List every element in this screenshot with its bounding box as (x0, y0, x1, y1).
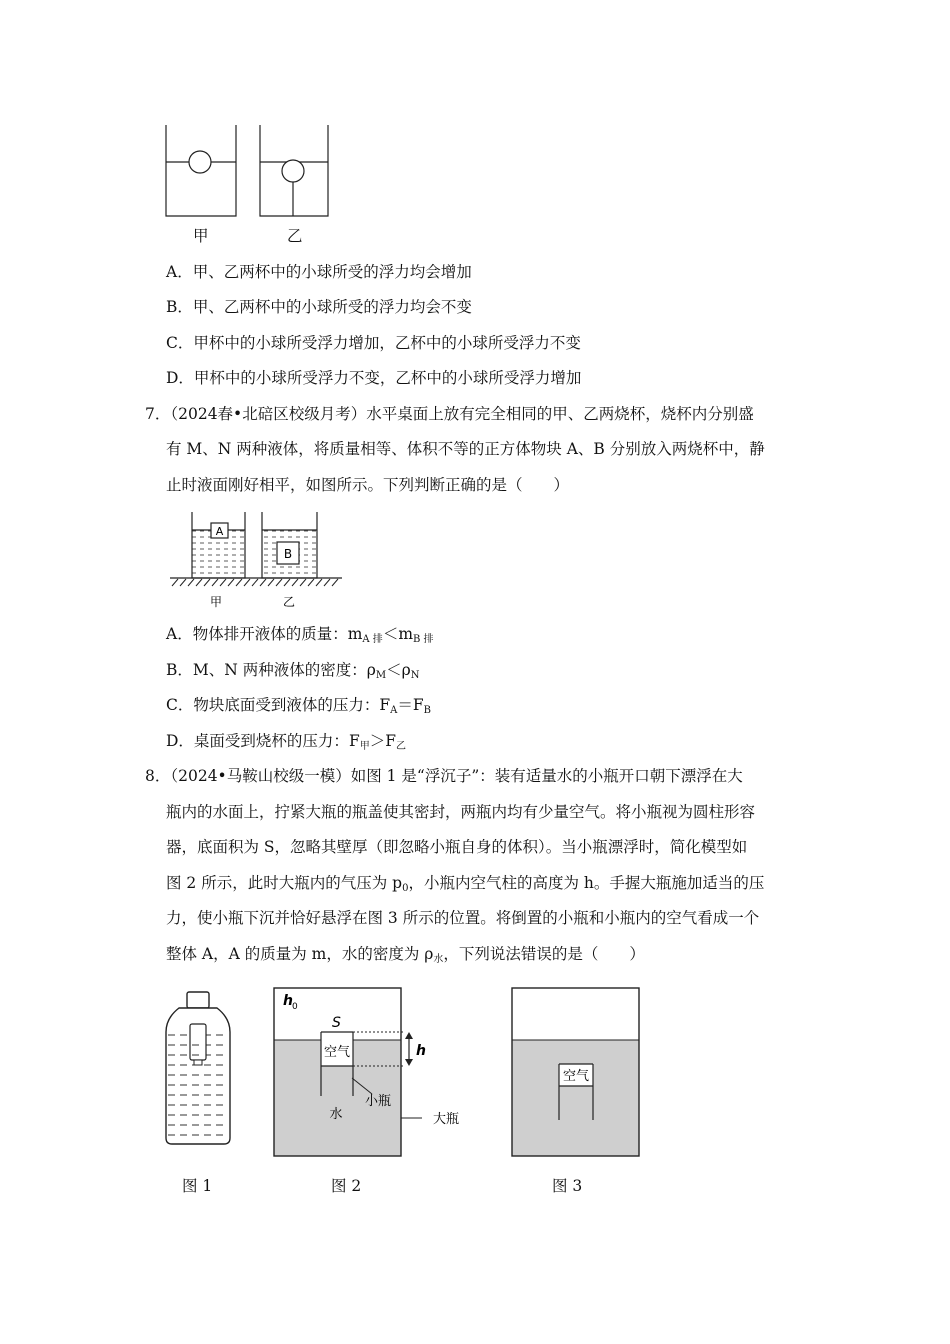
figure-1-caption: 图 1 (182, 1177, 213, 1195)
q8-stem-line-6: 整体 A，A 的质量为 m，水的密度为 $\rho_水$，下列说法错误的是（ ） (166, 945, 645, 965)
svg-text:空气: 空气 (323, 1045, 351, 1060)
beaker-label-yi: 乙 (282, 595, 296, 609)
figure-1-bottle (166, 992, 230, 1144)
svg-text:小瓶: 小瓶 (364, 1094, 392, 1109)
q7-option-a: A．物体排开液体的质量：$m_{A 排}<m_{B 排}$ (166, 625, 434, 645)
beaker-label-jia: 甲 (209, 595, 223, 609)
q7-option-b: B．M、N 两种液体的密度：$\rho_M<\rho_N$ (166, 661, 420, 681)
q7-stem-line-1: 7．（2024春•北碚区校级月考）水平桌面上放有完全相同的甲、乙两烧杯，烧杯内分别盛 (145, 405, 754, 423)
q6-option-a: A．甲、乙两杯中的小球所受的浮力均会增加 (166, 263, 472, 281)
block-b-label: B (283, 547, 293, 561)
q8-stem-line-3: 器，底面积为 S，忽略其壁厚（即忽略小瓶自身的体积）。当小瓶漂浮时，简化模型如 (166, 838, 748, 856)
q7-option-c: C．物块底面受到液体的压力：$F_A=F_B$ (166, 696, 432, 716)
q7-stem-line-3: 止时液面刚好相平，如图所示。下列判断正确的是（ ） (166, 476, 570, 494)
svg-text:空气: 空气 (562, 1069, 590, 1084)
q7-stem-line-2: 有 M、N 两种液体，将质量相等、体积不等的正方体物块 A、B 分别放入两烧杯中，静 (166, 440, 765, 458)
q8-stem-line-4: 图 2 所示，此时大瓶内的气压为 $p_0$，小瓶内空气柱的高度为 h。手握大瓶施加适当的压 (166, 874, 765, 894)
figure-3-model (512, 988, 639, 1156)
figure-2-model (274, 988, 459, 1156)
q8-stem-line-1: 8．（2024•马鞍山校级一模）如图 1 是“浮沉子”：装有适量水的小瓶开口朝下漂浮在大 (145, 767, 743, 785)
svg-text:h: h (416, 1043, 426, 1059)
q6-option-b: B．甲、乙两杯中的小球所受的浮力均会不变 (166, 298, 472, 316)
q6-option-d: D．甲杯中的小球所受浮力不变，乙杯中的小球所受浮力增加 (166, 369, 582, 387)
q6-option-c: C．甲杯中的小球所受浮力增加，乙杯中的小球所受浮力不变 (166, 334, 581, 352)
svg-text:水: 水 (329, 1107, 343, 1122)
figure-label-yi: 乙 (287, 227, 303, 245)
figure-3-caption: 图 3 (552, 1177, 583, 1195)
svg-text:大瓶: 大瓶 (432, 1112, 460, 1127)
svg-text:S: S (332, 1015, 341, 1031)
figure-2-caption: 图 2 (331, 1177, 362, 1195)
q7-option-d: D．桌面受到烧杯的压力：$F_甲>F_乙$ (166, 732, 406, 752)
q8-stem-line-2: 瓶内的水面上，拧紧大瓶的瓶盖使其密封，两瓶内均有少量空气。将小瓶视为圆柱形容 (166, 803, 756, 821)
q8-stem-line-5: 力，使小瓶下沉并恰好悬浮在图 3 所示的位置。将倒置的小瓶和小瓶内的空气看成一个 (166, 909, 760, 927)
svg-text:h: h (283, 993, 293, 1009)
svg-text:0: 0 (292, 1002, 298, 1012)
block-a-label: A (215, 525, 224, 538)
figure-label-jia: 甲 (193, 227, 209, 245)
